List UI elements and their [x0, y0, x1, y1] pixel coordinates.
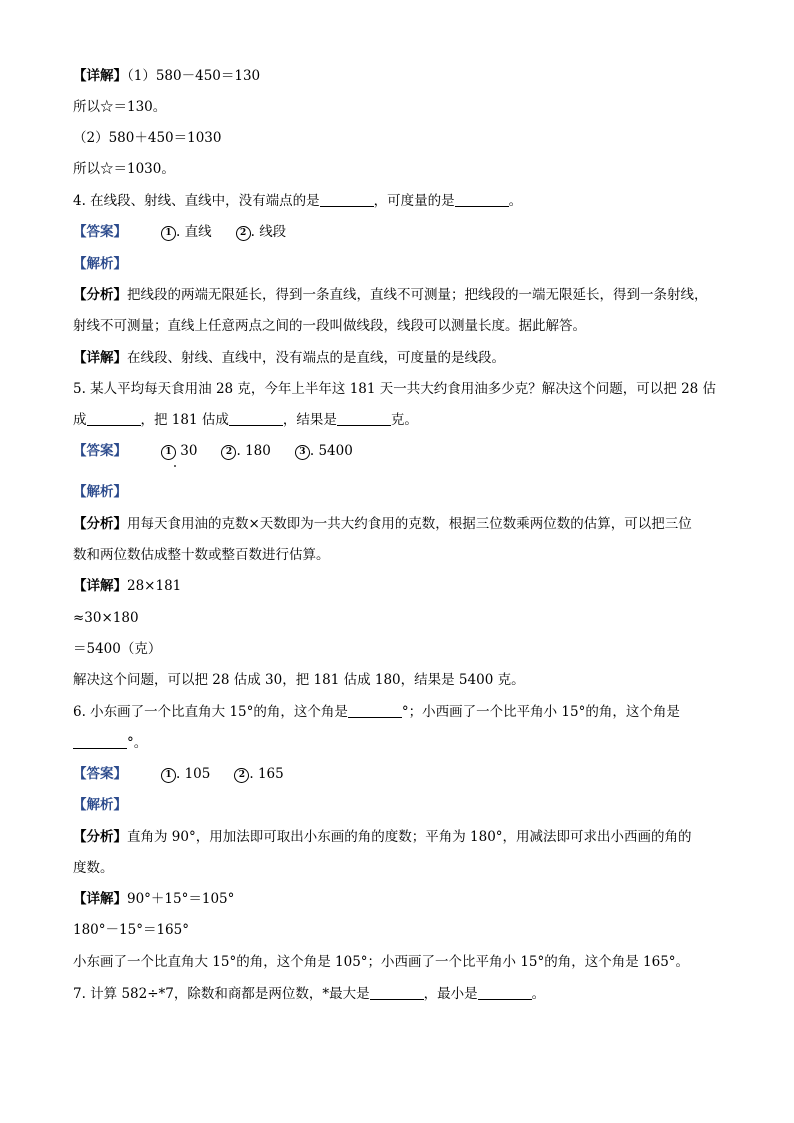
answer-blank[interactable]	[229, 411, 283, 426]
question-5-cont: 成 ，把 181 估成 ，结果是 克。	[73, 412, 418, 428]
detail-line: 【详解】28×181	[73, 578, 182, 594]
answer-blank[interactable]	[337, 411, 391, 426]
text-line: 小东画了一个比直角大 15°的角，这个角是 105°；小西画了一个比平角小 15°的角，这个角是 165°。	[73, 954, 690, 970]
question-5: 5. 某人平均每天食用油 28 克，今年上半年这 181 天一共大约食用油多少克？解决这个问题，可以把 28 估	[73, 381, 717, 397]
analysis-line: 【分析】直角为 90°，用加法即可取出小东画的角的度数；平角为 180°，用减法即可求出小西画的角的	[73, 829, 692, 845]
question-6: 6. 小东画了一个比直角大 15°的角，这个角是 °；小西画了一个比平角小 15°的角，这个角是	[73, 704, 680, 720]
circled-number: 2	[221, 445, 236, 460]
text-line: 解决这个问题，可以把 28 估成 30，把 181 估成 180，结果是 5400 克。	[73, 672, 525, 688]
text-line: 所以☆＝1030。	[73, 161, 175, 177]
text-line: 180°－15°＝165°	[73, 922, 189, 938]
circled-number: 1	[161, 445, 176, 460]
analysis-heading: 【解析】	[73, 484, 127, 500]
text-line: 所以☆＝130。	[73, 99, 167, 115]
answer-blank[interactable]	[87, 411, 141, 426]
answer-blank[interactable]	[348, 703, 402, 718]
circled-number: 3	[295, 445, 310, 460]
answer-blank[interactable]	[478, 985, 532, 1000]
analysis-line: 【分析】用每天食用油的克数×天数即为一共大约食用的克数，根据三位数乘两位数的估算，可以把三位	[73, 516, 692, 532]
answer-line: 【答案】 1 30 2 . 180 3 . 5400	[73, 443, 353, 459]
analysis-heading: 【解析】	[73, 256, 127, 272]
circled-number: 1	[161, 226, 176, 241]
stray-mark	[174, 465, 176, 467]
text-line: ＝5400（克）	[73, 641, 162, 657]
text-line: （2）580＋450＝1030	[73, 130, 222, 146]
question-6-cont: °。	[73, 734, 147, 752]
answer-blank[interactable]	[370, 985, 424, 1000]
circled-number: 2	[236, 226, 251, 241]
detail-line: 【详解】90°＋15°＝105°	[73, 891, 235, 907]
text-line: ≈30×180	[73, 610, 139, 626]
answer-blank[interactable]	[455, 192, 509, 207]
answer-line: 【答案】 1 . 直线 2 . 线段	[73, 224, 287, 240]
text-line: 射线不可测量；直线上任意两点之间的一段叫做线段，线段可以测量长度。据此解答。	[73, 318, 586, 334]
answer-blank[interactable]	[73, 734, 127, 749]
detail-line: 【详解】（1）580－450＝130	[73, 68, 261, 84]
text-line: 数和两位数估成整十数或整百数进行估算。	[73, 547, 330, 563]
question-4: 4. 在线段、射线、直线中，没有端点的是 ，可度量的是 。	[73, 193, 523, 209]
circled-number: 2	[234, 768, 249, 783]
analysis-line: 【分析】把线段的两端无限延长，得到一条直线，直线不可测量；把线段的一端无限延长，得到一条射线，	[73, 287, 708, 303]
question-7: 7. 计算 582÷*7，除数和商都是两位数，*最大是 ，最小是 。	[73, 986, 546, 1002]
answer-line: 【答案】 1 . 105 2 . 165	[73, 766, 284, 782]
analysis-heading: 【解析】	[73, 797, 127, 813]
answer-blank[interactable]	[320, 192, 374, 207]
circled-number: 1	[161, 768, 176, 783]
text-line: 度数。	[73, 860, 114, 876]
detail-line: 【详解】在线段、射线、直线中，没有端点的是直线，可度量的是线段。	[73, 350, 505, 366]
